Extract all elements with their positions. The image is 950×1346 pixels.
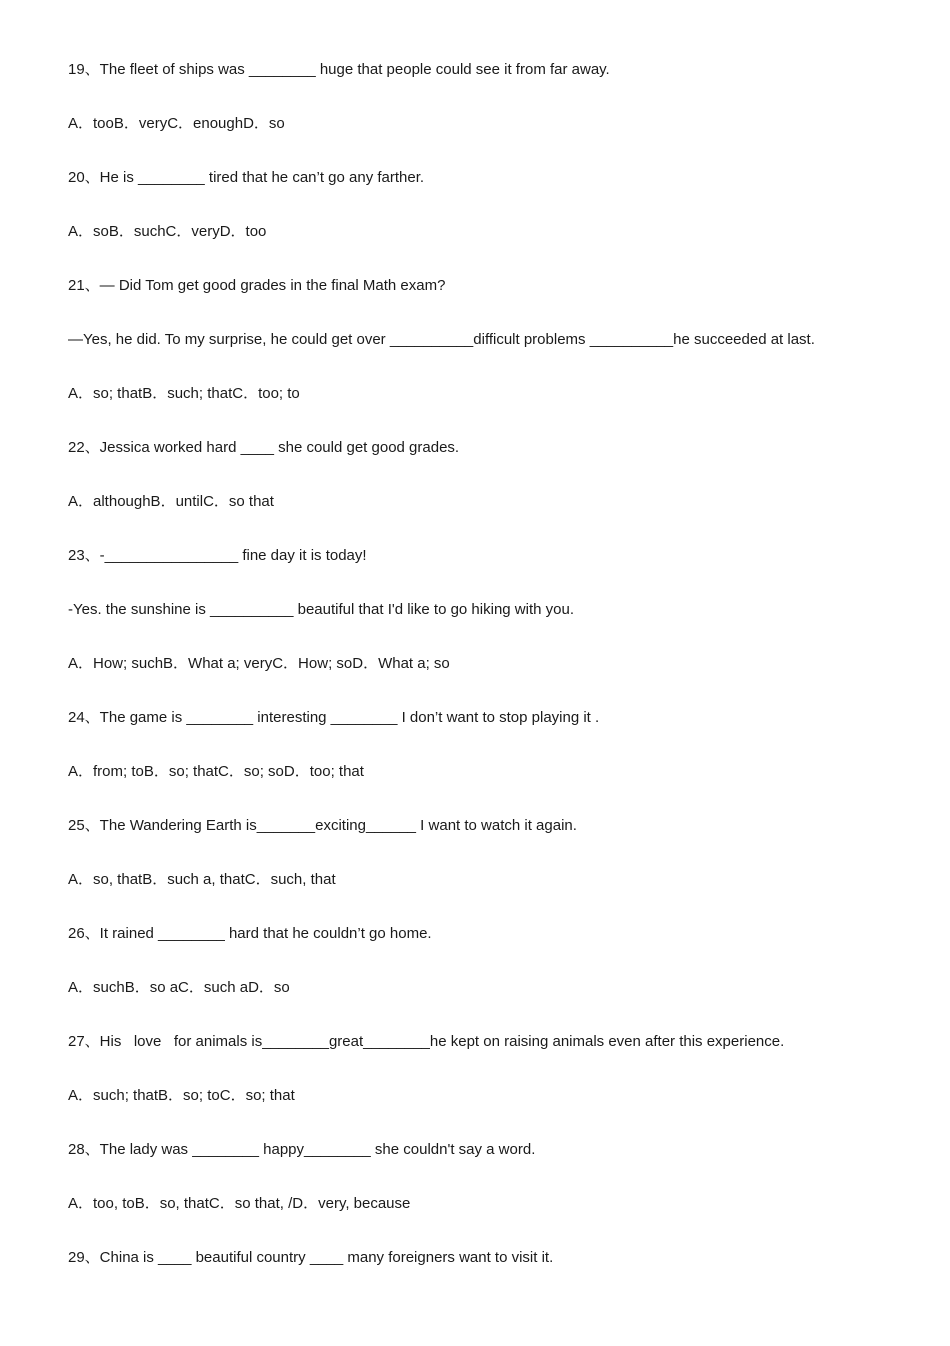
question-24: 24、The game is ________ interesting ________ I don’t want to stop playing it . (68, 709, 600, 726)
question-21-reply: —Yes, he did. To my surprise, he could get over __________difficult problems __________he succeeded at last. (68, 331, 815, 348)
question-23-reply: -Yes. the sunshine is __________ beautiful that I'd like to go hiking with you. (68, 601, 574, 618)
question-26: 26、It rained ________ hard that he couldn’t go home. (68, 925, 432, 942)
options-22: A．althoughB．untilC．so that (68, 493, 274, 510)
question-23: 23、-________________ fine day it is today! (68, 547, 367, 564)
options-24: A．from; toB．so; thatC．so; soD．too; that (68, 763, 364, 780)
question-19: 19、The fleet of ships was ________ huge that people could see it from far away. (68, 61, 610, 78)
options-21: A．so; thatB．such; thatC．too; to (68, 385, 300, 402)
question-21: 21、— Did Tom get good grades in the final Math exam? (68, 277, 446, 294)
question-25: 25、The Wandering Earth is_______exciting______ I want to watch it again. (68, 817, 577, 834)
question-27: 27、His love for animals is________great________he kept on raising animals even after this experience. (68, 1033, 785, 1050)
options-19: A．tooB．veryC．enoughD．so (68, 115, 285, 132)
options-20: A．soB．suchC．veryD．too (68, 223, 267, 240)
options-26: A．suchB．so aC．such aD．so (68, 979, 290, 996)
question-29: 29、China is ____ beautiful country ____ many foreigners want to visit it. (68, 1249, 554, 1266)
options-23: A．How; suchB．What a; veryC．How; soD．What a; so (68, 655, 450, 672)
options-28: A．too, toB．so, thatC．so that, /D．very, because (68, 1195, 411, 1212)
question-28: 28、The lady was ________ happy________ she couldn't say a word. (68, 1141, 536, 1158)
question-22: 22、Jessica worked hard ____ she could get good grades. (68, 439, 460, 456)
options-27: A．such; thatB．so; toC．so; that (68, 1087, 295, 1104)
options-25: A．so, thatB．such a, thatC．such, that (68, 871, 336, 888)
question-20: 20、He is ________ tired that he can’t go any farther. (68, 169, 425, 186)
